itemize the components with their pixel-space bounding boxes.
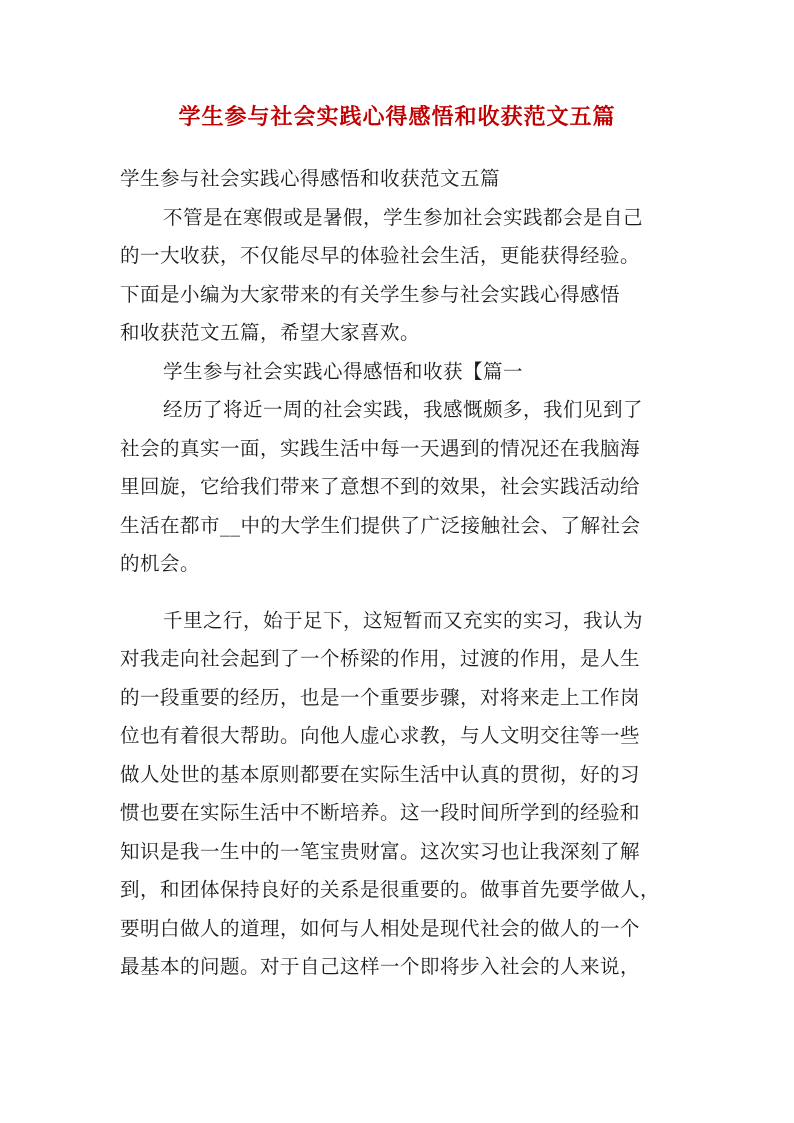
paragraph-line: 的机会。 (120, 552, 201, 575)
paragraph-line: 知识是我一生中的一笔宝贵财富。这次实习也让我深刻了解 (120, 839, 641, 863)
paragraph-line: 经历了将近一周的社会实践，我感慨颇多，我们见到了 (163, 398, 644, 421)
section-heading: 学生参与社会实践心得感悟和收获【篇一 (163, 359, 524, 383)
paragraph-line: 不管是在寒假或是暑假，学生参加社会实践都会是自己 (163, 205, 644, 229)
document-title: 学生参与社会实践心得感悟和收获范文五篇 (178, 104, 616, 130)
paragraph-line: 做人处世的基本原则都要在实际生活中认真的贯彻，好的习 (120, 762, 641, 786)
paragraph-line: 惯也要在实际生活中不断培养。这一段时间所学到的经验和 (120, 801, 641, 824)
paragraph-line: 里回旋，它给我们带来了意想不到的效果，社会实践活动给 (120, 475, 641, 498)
paragraph-line: 到，和团体保持良好的关系是很重要的。做事首先要学做人， (120, 878, 661, 901)
paragraph-1 (120, 391, 680, 584)
paragraph-line: 最基本的问题。对于自己这样一个即将步入社会的人来说， (120, 955, 641, 978)
paragraph-line: 要明白做人的道理，如何与人相处是现代社会的做人的一个 (120, 916, 641, 940)
paragraph-line: 生活在都市__中的大学生们提供了广泛接触社会、了解社会 (120, 513, 641, 537)
paragraph-line: 和收获范文五篇，希望大家喜欢。 (120, 321, 421, 344)
paragraph-line: 位也有着很大帮助。向他人虚心求教，与人文明交往等一些 (120, 724, 641, 747)
paragraph-line: 千里之行，始于足下，这短暂而又充实的实习，我认为 (163, 608, 644, 632)
intro-paragraph (120, 199, 680, 353)
paragraph-line: 的一大收获，不仅能尽早的体验社会生活，更能获得经验。 (120, 244, 641, 267)
paragraph-line: 下面是小编为大家带来的有关学生参与社会实践心得感悟 (120, 282, 621, 306)
paragraph-line: 的一段重要的经历，也是一个重要步骤，对将来走上工作岗 (120, 685, 641, 709)
paragraph-line: 对我走向社会起到了一个桥梁的作用，过渡的作用，是人生 (120, 647, 641, 670)
document-body (120, 160, 680, 987)
paragraph-2 (120, 602, 680, 987)
paragraph-gap (120, 584, 680, 602)
document-subtitle: 学生参与社会实践心得感悟和收获范文五篇 (120, 167, 501, 190)
paragraph-line: 社会的真实一面，实践生活中每一天遇到的情况还在我脑海 (120, 436, 641, 460)
